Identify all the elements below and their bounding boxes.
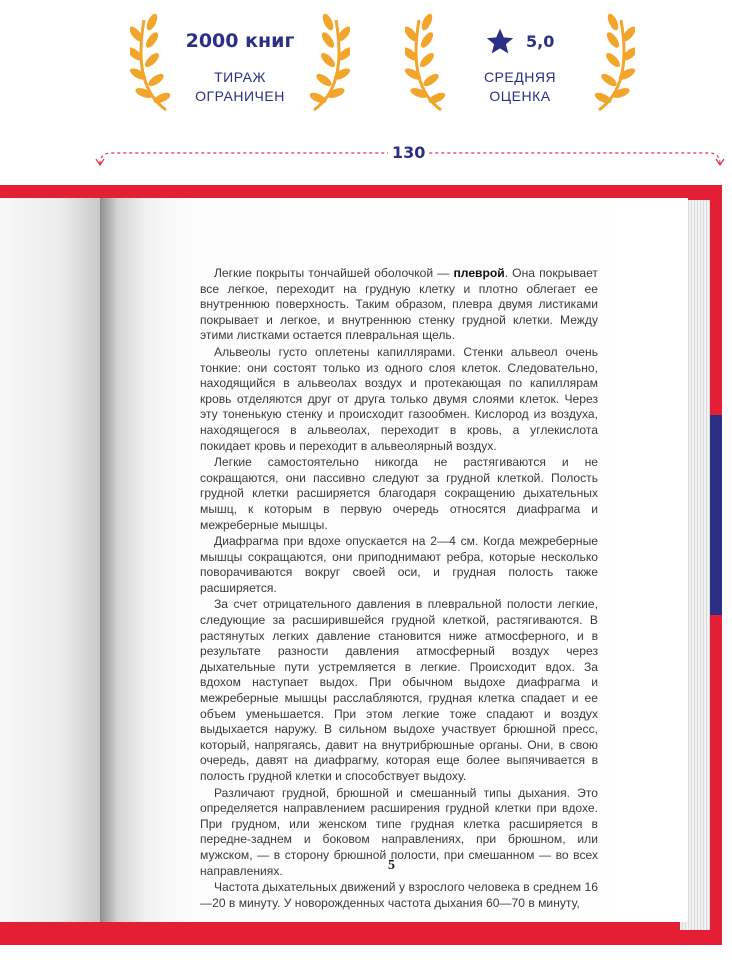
left-page (0, 198, 112, 922)
rating-caption-line2: ОЦЕНКА (489, 88, 551, 104)
paragraph: Альвеолы густо оплетены капиллярами. Стенки альвеол очень тонкие: они состоят только из одного слоя клеток. Следовательно, находящийся в альвеолах воздух и протекающая по капиллярам кровь отделяются друг от друга только двумя слоями клеток. Через эту тоненькую стенку и происходит газообмен. Кислород из воздуха, находящегося в альвеолах, переходит в кровь, а углекислота покидает кровь и переходит в альвеолярный воздух. (200, 344, 598, 453)
rating-row (405, 28, 635, 55)
paragraph: Частота дыхательных движений у взрослого человека в среднем 16—20 в минуту. У новорожденных частота дыхания 60—70 в минуту, (200, 880, 598, 910)
paragraph-text: . Она покрывает все легкое, переходит на грудную клетку и плотно облегает ее внутреннюю поверхность. Таким образом, плевра двумя листиками покрывает и легкое, и внутреннюю стенку грудной клетки. Между этими листками остается плевральная щель. (200, 266, 598, 343)
rating-value: 5,0 (526, 32, 555, 51)
print-run-count: 2000 книг (185, 30, 295, 52)
paragraph: Диафрагма при вдохе опускается на 2—4 см. Когда межреберные мышцы сокращаются, они приподнимают ребра, которые несколько поворачиваются вокруг своей оси, и грудная полость также расширяется. (200, 534, 598, 595)
paragraph: Легкие самостоятельно никогда не растягиваются и не сокращаются, они пассивно следуют за грудной клеткой. Полость грудной клетки расширяется благодаря сокращению дыхательных мышц, к которым в первую очередь относятся диафрагма и межреберные мышцы. (200, 455, 598, 532)
cover-blue-strip (710, 415, 722, 615)
width-dimension (95, 140, 725, 170)
page-number: 5 (388, 858, 395, 873)
print-run-caption-line1: ТИРАЖ (214, 69, 266, 85)
rating-caption-line1: СРЕДНЯЯ (483, 69, 557, 85)
print-run-badge (130, 6, 350, 116)
paragraph (200, 266, 598, 344)
paragraph: Различают грудной, брюшной и смешанный типы дыхания. Это определяется направлением расширения грудной клетки при вдохе. При грудном, или женском типе грудная клетка расширяется в передне-заднем и боковом направлениях, при брюшном, или мужском, — в сторону брюшной полости, при смешанном — во всех направлениях. (200, 785, 598, 878)
bold-term: плеврой (453, 266, 505, 280)
rating-badge (405, 6, 635, 116)
page-text (200, 266, 598, 912)
print-run-caption (130, 68, 350, 106)
paragraph-text: Легкие покрыты тончайшей оболочкой — (214, 266, 454, 280)
star-icon (486, 28, 514, 55)
rating-caption (405, 68, 635, 106)
width-dimension-label: 130 (388, 143, 429, 162)
print-run-caption-line2: ОГРАНИЧЕН (195, 88, 285, 104)
paragraph: За счет отрицательного давления в плевральной полости легкие, следующие за расширившейся грудной клеткой, растягиваются. В растянутых легких давление становится ниже атмосферного, и в результате разности давления атмосферный воздух через дыхательные пути устремляется в легкие. Происходит вдох. За вдохом наступает выдох. При обычном выдохе диафрагма и межреберные мышцы расслабляются, грудная клетка спадает и ее объем уменьшается. При этом легкие тоже спадают и воздух выдыхается наружу. В сильном выдохе участвует брюшной пресс, который, напрягаясь, давит на внутрибрюшные органы. Они, в свою очередь, давят на диафрагму, которая еще более выпячивается в полость грудной клетки и способствует выдоху. (200, 597, 598, 783)
